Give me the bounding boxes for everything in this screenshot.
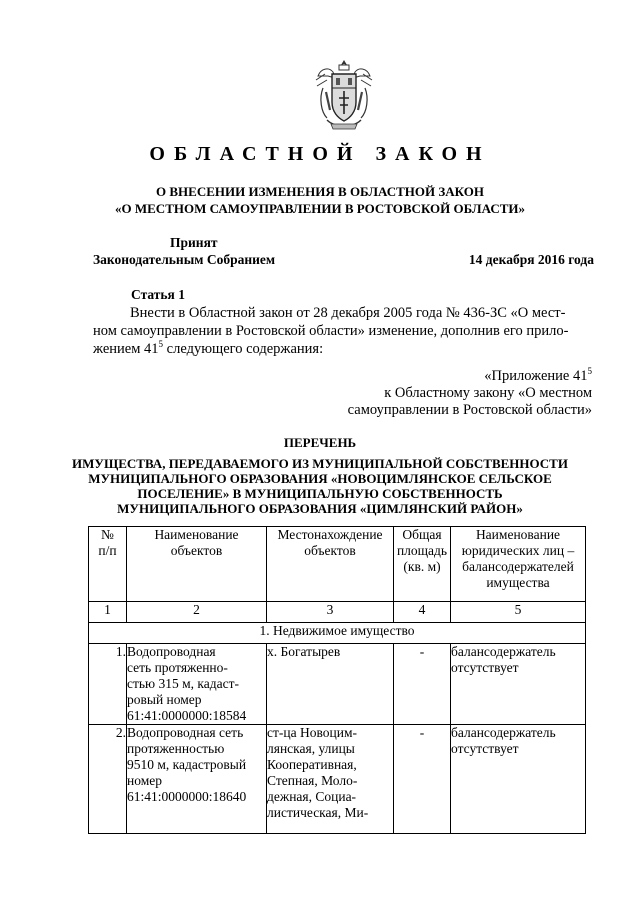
article-text-line-1: Внести в Областной закон от 28 декабря 2005 года № 436-ЗС «О мест- — [130, 305, 566, 321]
column-number: 3 — [267, 602, 394, 623]
adoption-label: Принят — [170, 235, 218, 250]
article-text-line-3-end: следующего содержания: — [163, 341, 324, 357]
column-number: 1 — [89, 602, 127, 623]
list-heading-line-1: ИМУЩЕСТВА, ПЕРЕДАВАЕМОГО ИЗ МУНИЦИПАЛЬНОЙ СОБСТВЕННОСТИ — [72, 456, 568, 471]
header-cell-location: Местонахождение объектов — [267, 527, 394, 602]
appendix-title-text: «Приложение 41 — [484, 368, 588, 384]
appendix-reference-line-2: самоуправлении в Ростовской области» — [347, 402, 592, 418]
column-number: 2 — [127, 602, 267, 623]
article-text-line-3 — [93, 340, 593, 358]
column-number: 4 — [394, 602, 451, 623]
article-title: Статья 1 — [131, 287, 185, 302]
superscript-5: 5 — [158, 339, 164, 349]
table-column-numbers-row — [89, 602, 586, 623]
appendix-superscript-5: 5 — [587, 366, 592, 376]
list-heading-line-3: ПОСЕЛЕНИЕ» В МУНИЦИПАЛЬНУЮ СОБСТВЕННОСТЬ — [137, 486, 503, 501]
law-subtitle-line-2: «О МЕСТНОМ САМОУПРАВЛЕНИИ В РОСТОВСКОЙ ОБЛАСТИ» — [115, 201, 525, 216]
object-name: Водопроводная сеть протяженно- стью 315 м, кадаст- ровый номер 61:41:0000000:18584 — [127, 644, 267, 725]
appendix-title — [484, 367, 592, 385]
table-header-row — [89, 527, 586, 602]
table-section-row — [89, 623, 586, 644]
header-cell-holder: Наименование юридических лиц – балансодержателей имущества — [451, 527, 586, 602]
section-title: 1. Недвижимое имущество — [89, 623, 586, 644]
object-area: - — [394, 725, 451, 834]
object-area: - — [394, 644, 451, 725]
article-text-line-2: ном самоуправлении в Ростовской области» изменение, дополнив его прило- — [93, 323, 569, 339]
law-subtitle-line-1: О ВНЕСЕНИИ ИЗМЕНЕНИЯ В ОБЛАСТНОЙ ЗАКОН — [156, 184, 484, 199]
object-location: х. Богатырев — [267, 644, 394, 725]
header-cell-name: Наименование объектов — [127, 527, 267, 602]
table-row — [89, 644, 586, 725]
law-title: ОБЛАСТНОЙ ЗАКОН — [149, 143, 491, 165]
appendix-reference-line-1: к Областному закону «О местном — [384, 385, 592, 401]
row-number: 1. — [89, 644, 127, 725]
adoption-body: Законодательным Собранием — [93, 252, 276, 267]
object-holder: балансодержатель отсутствует — [451, 725, 586, 834]
adoption-date: 14 декабря 2016 года — [468, 252, 594, 267]
property-table — [88, 526, 586, 834]
list-title: ПЕРЕЧЕНЬ — [283, 435, 357, 450]
coat-of-arms-emblem — [313, 58, 375, 134]
table-row — [89, 725, 586, 834]
row-number: 2. — [89, 725, 127, 834]
header-cell-number: № п/п — [89, 527, 127, 602]
list-heading-line-4: МУНИЦИПАЛЬНОГО ОБРАЗОВАНИЯ «ЦИМЛЯНСКИЙ РАЙОН» — [117, 501, 523, 516]
object-location: ст-ца Новоцим- лянская, улицы Кооперативная, Степная, Моло- дежная, Социа- листическая, Ми- — [267, 725, 394, 834]
header-cell-area: Общая площадь (кв. м) — [394, 527, 451, 602]
article-text-line-3-start: жением 41 — [93, 341, 159, 357]
object-holder: балансодержатель отсутствует — [451, 644, 586, 725]
object-name: Водопроводная сеть протяженностью 9510 м, кадастровый номер 61:41:0000000:18640 — [127, 725, 267, 834]
column-number: 5 — [451, 602, 586, 623]
list-heading-line-2: МУНИЦИПАЛЬНОГО ОБРАЗОВАНИЯ «НОВОЦИМЛЯНСКОЕ СЕЛЬСКОЕ — [88, 471, 552, 486]
